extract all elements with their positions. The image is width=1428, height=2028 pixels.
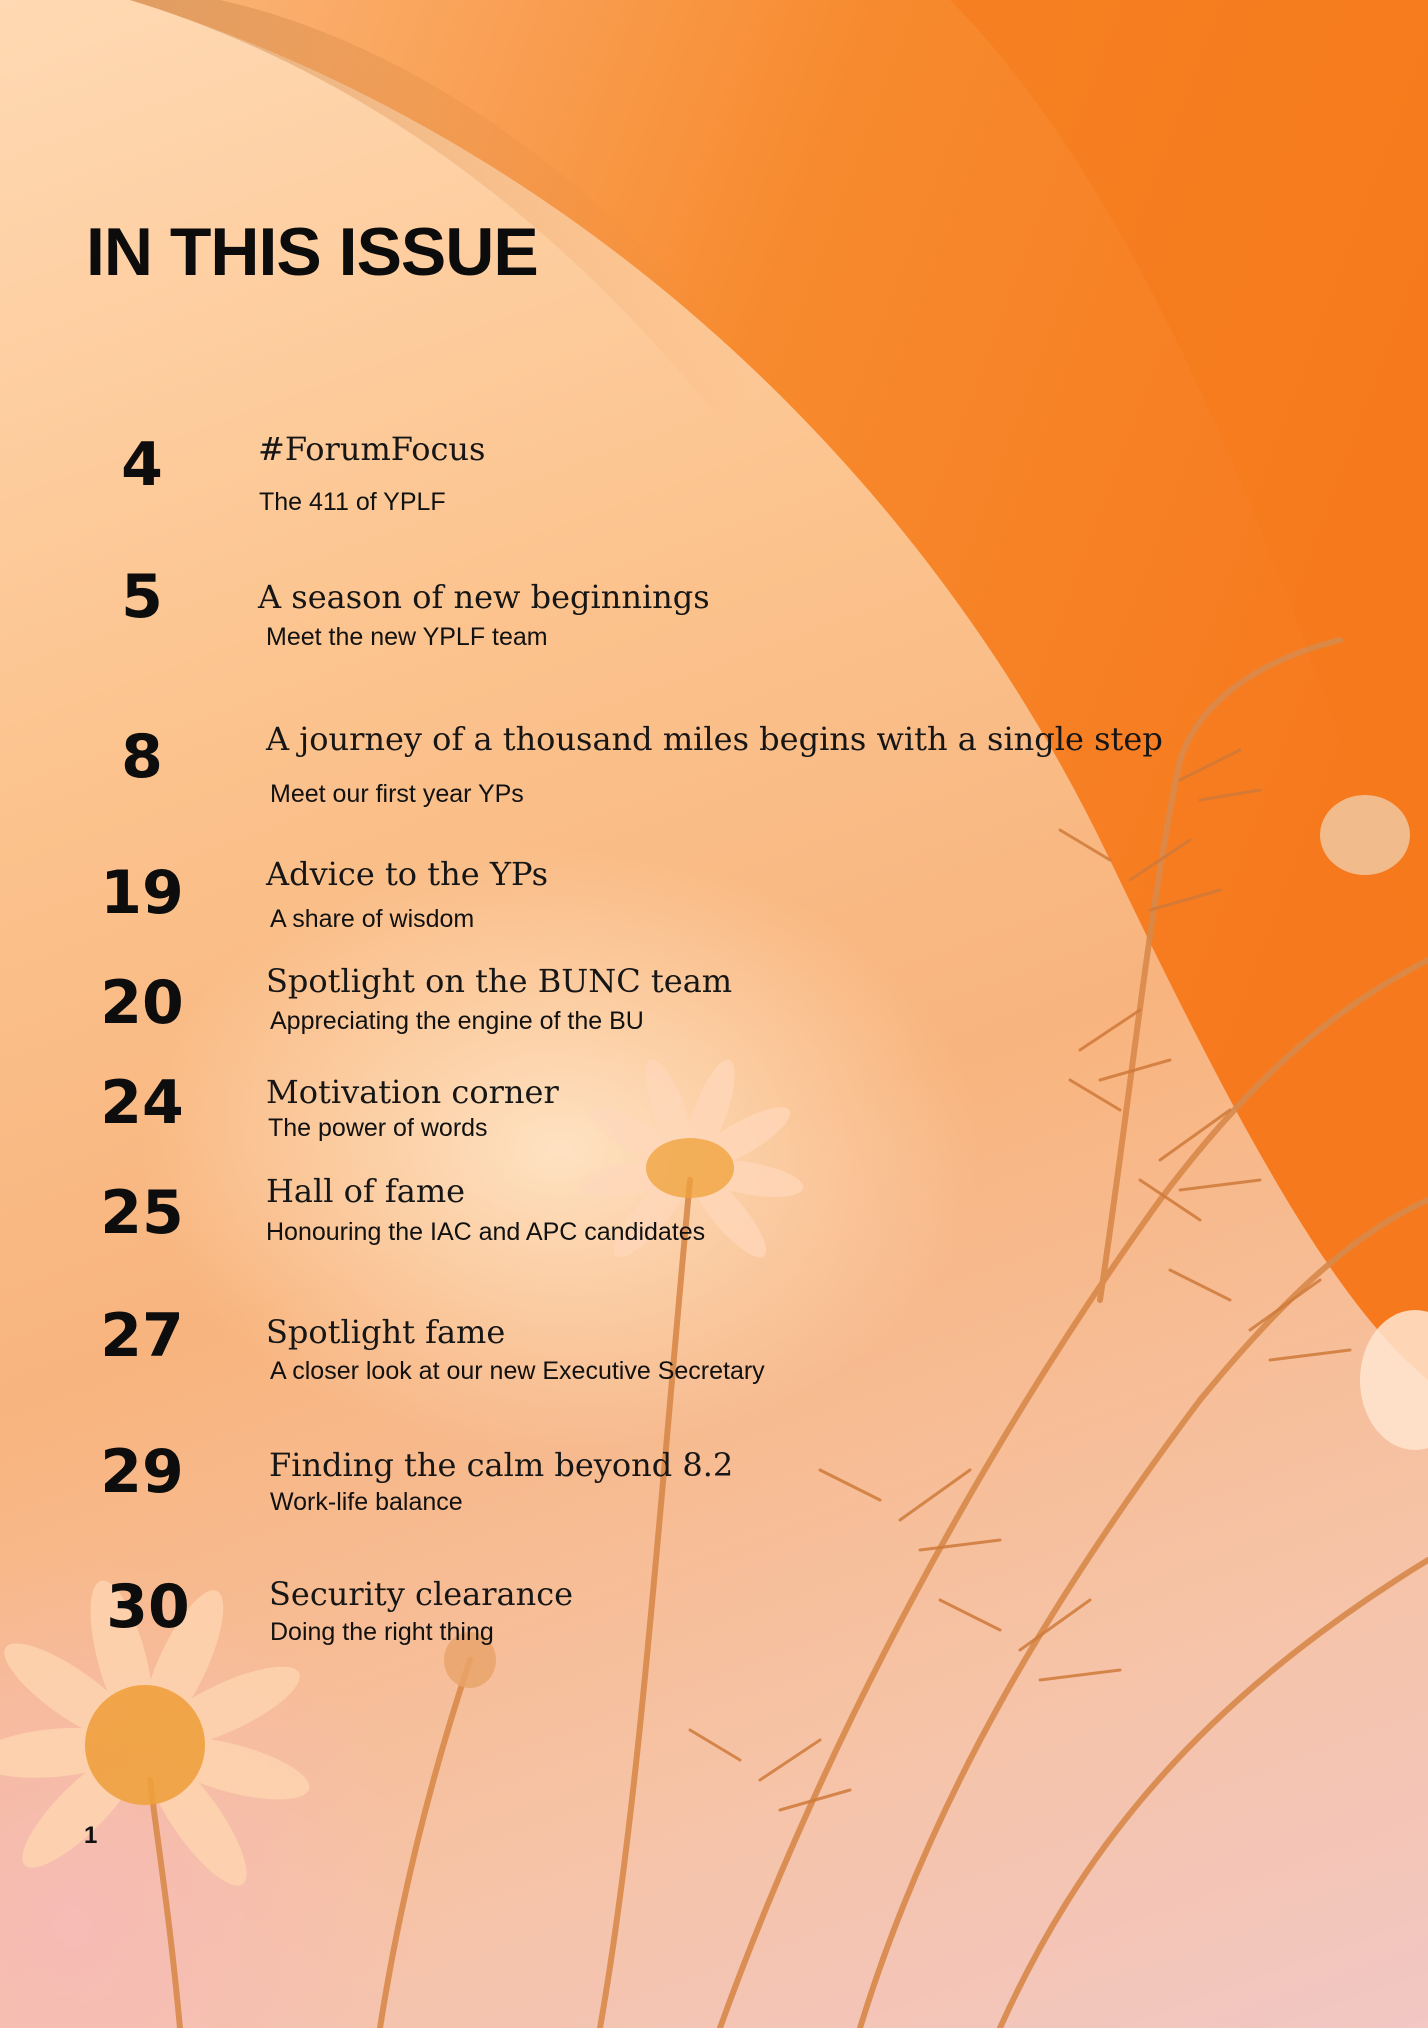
toc-page-number: 4 [121, 430, 163, 500]
toc-title: A season of new beginnings [258, 578, 710, 616]
toc-subtitle: A closer look at our new Executive Secretary [270, 1357, 765, 1385]
toc-page-number: 19 [100, 858, 184, 928]
toc-title: Advice to the YPs [266, 855, 549, 893]
toc-page-number: 29 [100, 1437, 184, 1507]
toc-subtitle: Appreciating the engine of the BU [270, 1007, 644, 1035]
toc-page-number: 8 [121, 722, 163, 792]
toc-page-number: 5 [121, 562, 163, 632]
toc-title: Finding the calm beyond 8.2 [269, 1446, 734, 1484]
toc-title: Spotlight fame [266, 1313, 506, 1351]
toc-subtitle: A share of wisdom [270, 905, 475, 933]
page-title: IN THIS ISSUE [86, 214, 538, 290]
toc-title: Security clearance [269, 1575, 574, 1613]
toc-subtitle: Honouring the IAC and APC candidates [266, 1218, 706, 1246]
toc-subtitle: Meet our first year YPs [270, 780, 524, 808]
toc-title: Motivation corner [266, 1073, 559, 1111]
toc-title: #ForumFocus [258, 430, 486, 468]
toc-page-number: 25 [100, 1178, 184, 1248]
toc-title: Spotlight on the BUNC team [266, 962, 733, 1000]
toc-subtitle: Meet the new YPLF team [266, 623, 548, 651]
toc-page-number: 24 [100, 1068, 184, 1138]
toc-page-number: 20 [100, 968, 184, 1038]
toc-title: Hall of fame [266, 1172, 466, 1210]
toc-page-number: 30 [106, 1572, 190, 1642]
toc-subtitle: The 411 of YPLF [259, 488, 446, 516]
toc-title: A journey of a thousand miles begins with a single step [266, 720, 1163, 758]
page-number: 1 [84, 1822, 98, 1849]
toc-subtitle: The power of words [268, 1114, 488, 1142]
toc-page-number: 27 [100, 1301, 184, 1371]
toc-subtitle: Work-life balance [270, 1488, 463, 1516]
toc-subtitle: Doing the right thing [270, 1618, 494, 1646]
